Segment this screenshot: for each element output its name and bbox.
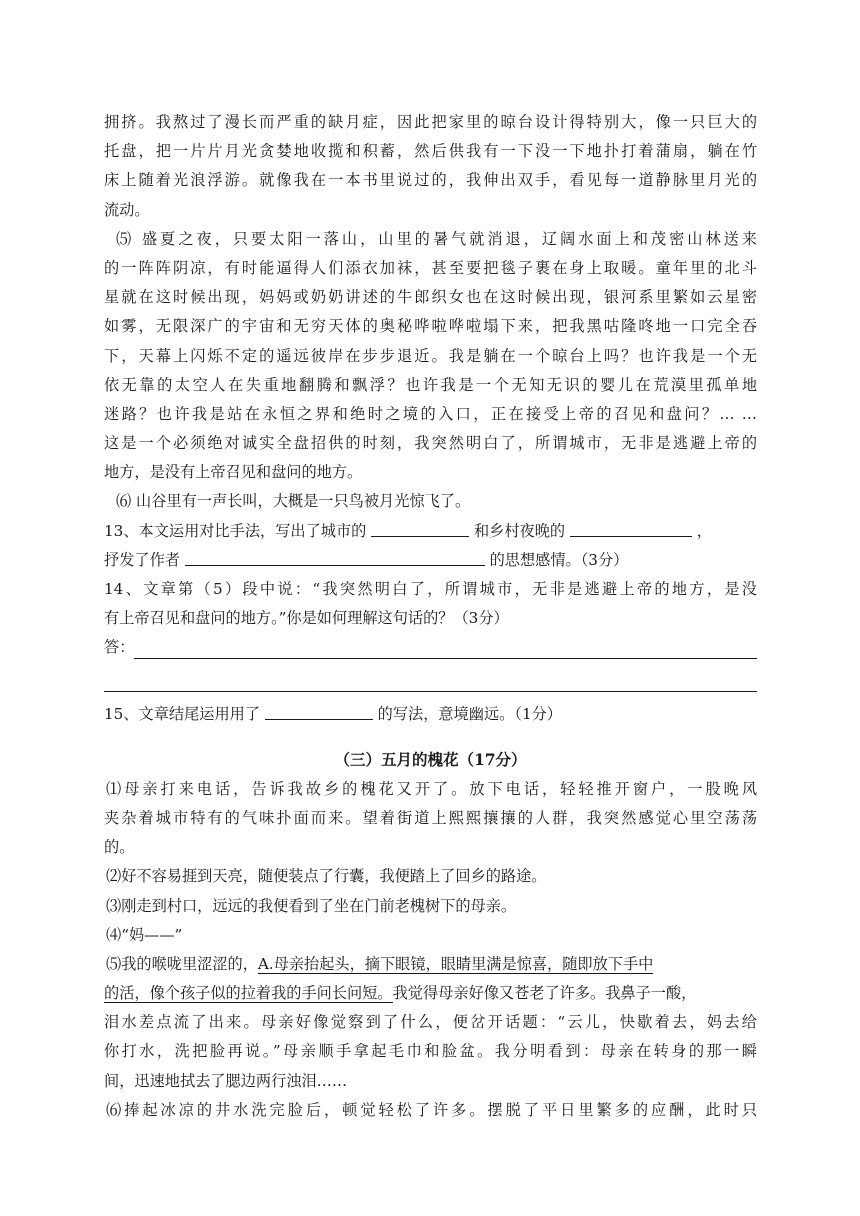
text-line: 流动。 bbox=[104, 200, 150, 219]
text-segment: ⑸我的喉咙里涩涩的， bbox=[106, 954, 258, 973]
text-line: 间，迅速地拭去了腮边两行浊泪…… bbox=[104, 1071, 347, 1090]
answer-blank[interactable] bbox=[371, 519, 469, 537]
text-line: 托盘，把一片片月光贪婪地收揽和积蓄，然后供我有一下没一下地扑打着蒲扇，躺在竹 bbox=[104, 142, 757, 161]
section-title: （三）五月的槐花（17分） bbox=[334, 749, 527, 769]
question-13-text: 13、本文运用对比手法，写出了城市的 bbox=[104, 521, 367, 540]
text-line: 的一阵阵阴凉，有时能逼得人们添衣加袜，甚至要把毯子裹在身上取暖。童年里的北斗 bbox=[104, 258, 757, 277]
underlined-sentence-a: 的活，像个孩子似的拉着我的手问长问短。 bbox=[104, 984, 393, 1003]
text-line: 你打水，洗把脸再说。”母亲顺手拿起毛巾和脸盆。我分明看到：母亲在转身的那一瞬 bbox=[104, 1042, 757, 1061]
paragraph-6: ⑹ 山谷里有一声长叫，大概是一只鸟被月光惊飞了。 bbox=[116, 492, 471, 511]
question-15-text: 的写法，意境幽远。（1分） bbox=[377, 704, 562, 723]
text-line: 的。 bbox=[104, 838, 135, 857]
text-line: 迷路？也许我是站在永恒之界和绝时之境的入口，正在接受上帝的召见和盘问？… … bbox=[104, 404, 757, 423]
text-line: 夹杂着城市特有的气味扑面而来。望着街道上熙熙攘攘的人群，我突然感觉心里空荡荡 bbox=[104, 808, 757, 827]
text-line: 拥挤。我熬过了漫长而严重的缺月症，因此把家里的晾台设计得特别大，像一只巨大的 bbox=[104, 113, 757, 131]
question-13-text: ， bbox=[696, 521, 712, 540]
text-line: 泪水差点流了出来。母亲好像觉察到了什么，便岔开话题：“云儿，快歇着去，妈去给 bbox=[104, 1013, 757, 1032]
question-13-text: 和乡村夜晚的 bbox=[473, 521, 566, 540]
answer-blank[interactable] bbox=[265, 702, 373, 720]
question-14-text: 14、文章第（5）段中说：“我突然明白了，所谓城市，无非是逃避上帝的地方，是没 bbox=[104, 580, 757, 598]
exam-page bbox=[104, 108, 757, 1125]
underlined-sentence-a: A.母亲抬起头，摘下眼镜，眼睛里满是惊喜，随即放下手中 bbox=[257, 954, 654, 973]
question-13 bbox=[104, 517, 757, 575]
text-line: 床上随着光浪浮游。就像我在一本书里说过的，我伸出双手，看见每一道静脉里月光的 bbox=[104, 171, 757, 190]
answer-blank[interactable] bbox=[185, 548, 485, 566]
story-paragraph-6: ⑹捧起冰凉的井水洗完脸后，顿觉轻松了许多。摆脱了平日里繁多的应酬，此时只 bbox=[106, 1100, 757, 1119]
story-paragraph-2: ⑵好不容易捱到天亮，随便装点了行囊，我便踏上了回乡的路途。 bbox=[106, 867, 547, 886]
paragraph-5 bbox=[104, 225, 757, 488]
answer-line[interactable] bbox=[134, 641, 757, 659]
story-paragraph-4: ⑷“妈——” bbox=[106, 925, 183, 944]
question-15-text: 15、文章结尾运用用了 bbox=[104, 704, 261, 723]
text-line: 如雾，无限深广的宇宙和无穷天体的奥秘哗啦哗啦塌下来，把我黑咕隆咚地一口完全吞 bbox=[104, 317, 757, 336]
answer-blank[interactable] bbox=[570, 519, 692, 537]
question-14-text: 有上帝召见和盘问的地方。”你是如何理解这句话的？（3分） bbox=[104, 609, 509, 628]
question-13-text: 的思想感情。（3分） bbox=[489, 550, 629, 569]
text-line: 星就在这时候出现，妈妈或奶奶讲述的牛郎织女也在这时候出现，银河系里繁如云星密 bbox=[104, 288, 757, 307]
answer-label: 答： bbox=[104, 638, 135, 657]
text-line: ⑴母亲打来电话，告诉我故乡的槐花又开了。放下电话，轻轻推开窗户，一股晚风 bbox=[106, 779, 757, 798]
paragraph-4 bbox=[104, 108, 757, 225]
story-paragraph-1 bbox=[104, 775, 757, 863]
story-paragraph-3: ⑶刚走到村口，远远的我便看到了坐在门前老槐树下的母亲。 bbox=[106, 896, 517, 915]
text-segment: 我觉得母亲好像又苍老了许多。我鼻子一酸， bbox=[392, 984, 697, 1003]
question-15 bbox=[104, 700, 757, 729]
text-line: 这是一个必须绝对诚实全盘招供的时刻，我突然明白了，所谓城市，无非是逃避上帝的 bbox=[104, 434, 757, 453]
text-line: 依无靠的太空人在失重地翻腾和飘浮？也许我是一个无知无识的婴儿在荒漠里孤单地 bbox=[104, 375, 757, 394]
text-line: 地方，是没有上帝召见和盘问的地方。 bbox=[104, 463, 363, 482]
question-14 bbox=[104, 575, 757, 692]
text-line: ⑸ 盛夏之夜，只要太阳一落山，山里的暑气就消退，辽阔水面上和茂密山林送来 bbox=[116, 229, 757, 248]
story-paragraph-5 bbox=[104, 950, 757, 1096]
text-line: 下，天幕上闪烁不定的遥远彼岸在步步退近。我是躺在一个晾台上吗？也许我是一个无 bbox=[104, 346, 757, 365]
answer-line[interactable] bbox=[104, 663, 757, 692]
question-13-text: 抒发了作者 bbox=[104, 550, 180, 569]
